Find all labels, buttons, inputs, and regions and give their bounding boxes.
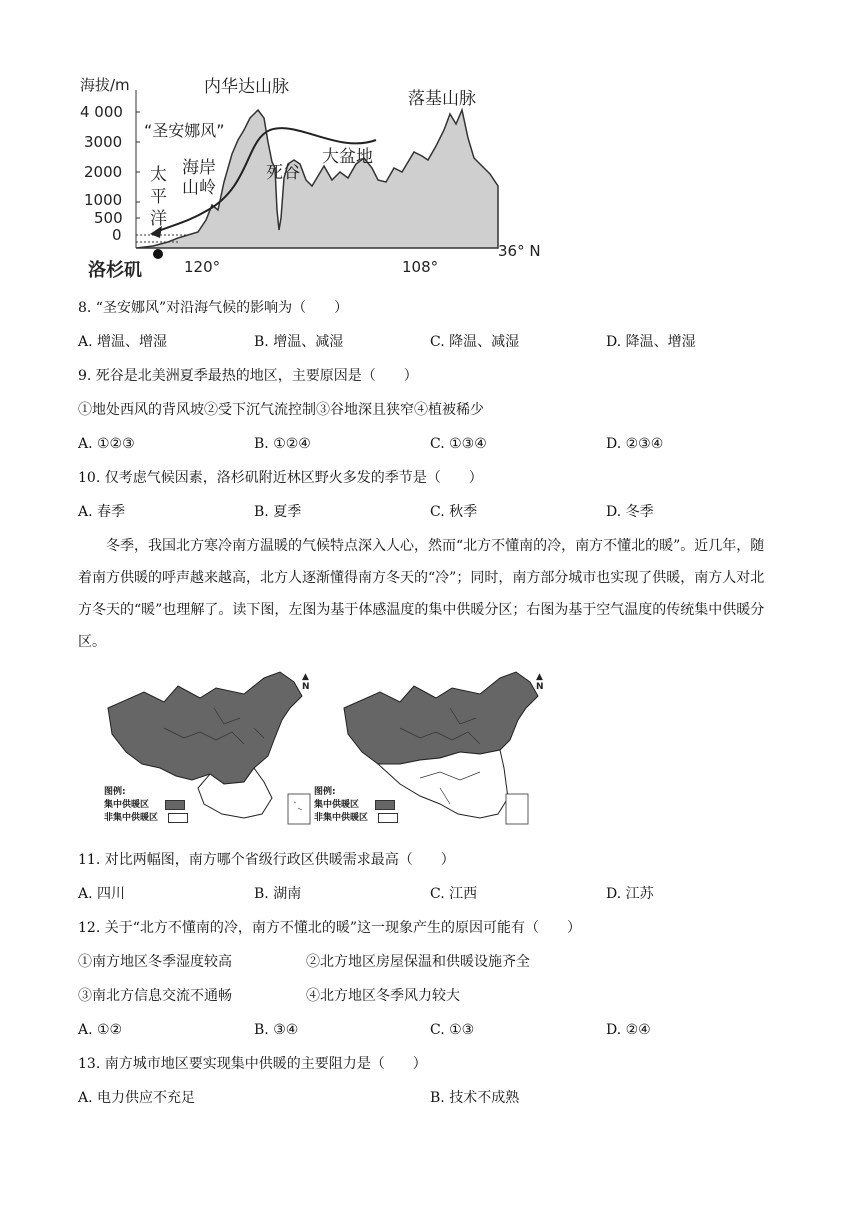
pacific-text: 太平洋 [150,165,167,229]
question-8-stem: 8. “圣安娜风”对沿海气候的影响为（ ） [78,300,349,316]
q10-option-c[interactable]: C. 秋季 [430,504,478,520]
question-9-stem: 9. 死谷是北美洲夏季最热的地区，主要原因是（ ） [78,368,418,384]
pacific-label [150,164,168,230]
legend-heated-swatch [165,800,185,810]
great-basin-label: 大盆地 [322,147,373,167]
y-tick: 500 [94,209,123,227]
heated-region [344,672,538,764]
legend-heated-label: 集中供暖区 [314,800,360,810]
x-tick: 108° [402,258,439,276]
coastal-range-label [182,158,218,198]
santa-ana-label: “圣安娜风” [144,121,225,140]
q12-option-d[interactable]: D. ②④ [606,1022,651,1038]
legend-unheated-label: 非集中供暖区 [104,813,159,823]
q11-option-b[interactable]: B. 湖南 [254,886,302,902]
los-angeles-point [153,249,163,259]
legend-title: 图例: [104,787,126,797]
q9-option-a[interactable]: A. ①②③ [78,436,135,452]
legend-unheated-row [314,812,398,825]
q9-option-c[interactable]: C. ①③④ [430,436,487,452]
legend-heated-label: 集中供暖区 [104,800,150,810]
question-13-stem: 13. 南方城市地区要实现集中供暖的主要阻力是（ ） [78,1056,427,1072]
q11-option-a[interactable]: A. 四川 [78,886,126,902]
map-left-felt-temperature [104,668,334,834]
q12-statement-1: ①南方地区冬季湿度较高 [78,954,232,970]
north-label: N [536,682,544,692]
legend-unheated-label: 非集中供暖区 [314,813,369,823]
legend-unheated-swatch [378,813,398,823]
q8-option-a[interactable]: A. 增温、增湿 [78,334,168,350]
heated-region [108,672,302,784]
q13-option-a[interactable]: A. 电力供应不充足 [78,1090,196,1106]
map-right-air-temperature [314,668,570,834]
q10-option-b[interactable]: B. 夏季 [254,504,302,520]
q11-option-d[interactable]: D. 江苏 [606,886,654,902]
legend-unheated-row [104,812,188,825]
question-9-statements: ①地处西风的背风坡②受下沉气流控制③谷地深且狭窄④植被稀少 [78,402,484,418]
map-left-legend [104,786,188,825]
latitude-label: 36° N [498,242,541,260]
legend-title: 图例: [314,787,336,797]
q12-statement-4: ④北方地区冬季风力较大 [306,988,460,1004]
los-angeles-label: 洛杉矶 [88,260,142,281]
reading-passage: 冬季，我国北方寒冷南方温暖的气候特点深入人心，然而“北方不懂南的冷，南方不懂北的暖”。近几年，随着南方供暖的呼声越来越高，北方人逐渐懂得南方冬天的“冷”；同时，南方部分城市也实现了供暖，南方人对北方冬天的“暖”也理解了。读下图，左图为基于体感温度的集中供暖分区；右图为基于空气温度的传统集中供暖分区。 [78,538,765,650]
north-arrow: ▲ N [536,672,544,692]
x-tick: 120° [184,258,221,276]
q8-option-d[interactable]: D. 降温、增湿 [606,334,696,350]
q10-option-a[interactable]: A. 春季 [78,504,126,520]
q12-statement-3: ③南北方信息交流不通畅 [78,988,232,1004]
q12-option-a[interactable]: A. ①② [78,1022,123,1038]
y-tick: 4 000 [80,103,123,121]
q12-option-b[interactable]: B. ③④ [254,1022,299,1038]
q11-option-c[interactable]: C. 江西 [430,886,478,902]
rockies-label: 落基山脉 [408,89,476,109]
q8-option-b[interactable]: B. 增温、减湿 [254,334,344,350]
y-tick: 3000 [84,133,123,151]
north-arrow: ▲ N [302,672,310,692]
q8-option-c[interactable]: C. 降温、减湿 [430,334,520,350]
north-label: N [302,682,310,692]
nevada-label: 内华达山脉 [204,77,289,97]
terrain-profile-figure [78,60,558,285]
q12-statement-2: ②北方地区房屋保温和供暖设施齐全 [306,954,530,970]
q13-option-b[interactable]: B. 技术不成熟 [430,1090,520,1106]
y-tick: 2000 [84,163,123,181]
legend-unheated-swatch [168,813,188,823]
q12-option-c[interactable]: C. ①③ [430,1022,475,1038]
coastal-range-text: 海岸山岭 [182,158,216,198]
legend-heated-row [314,799,398,812]
legend-heated-swatch [375,800,395,810]
question-12-stem: 12. 关于“北方不懂南的冷，南方不懂北的暖”这一现象产生的原因可能有（ ） [78,920,582,936]
q10-option-d[interactable]: D. 冬季 [606,504,654,520]
map-right-legend [314,786,398,825]
q9-option-b[interactable]: B. ①②④ [254,436,311,452]
y-axis-unit: 海拔/m [80,76,130,94]
question-10-stem: 10. 仅考虑气候因素，洛杉矶附近林区野火多发的季节是（ ） [78,470,483,486]
death-valley-label: 死谷 [266,163,300,183]
y-tick: 0 [112,226,122,244]
question-11-stem: 11. 对比两幅图，南方哪个省级行政区供暖需求最高（ ） [78,852,455,868]
legend-heated-row [104,799,188,812]
y-tick: 1000 [84,191,123,209]
q9-option-d[interactable]: D. ②③④ [606,436,664,452]
